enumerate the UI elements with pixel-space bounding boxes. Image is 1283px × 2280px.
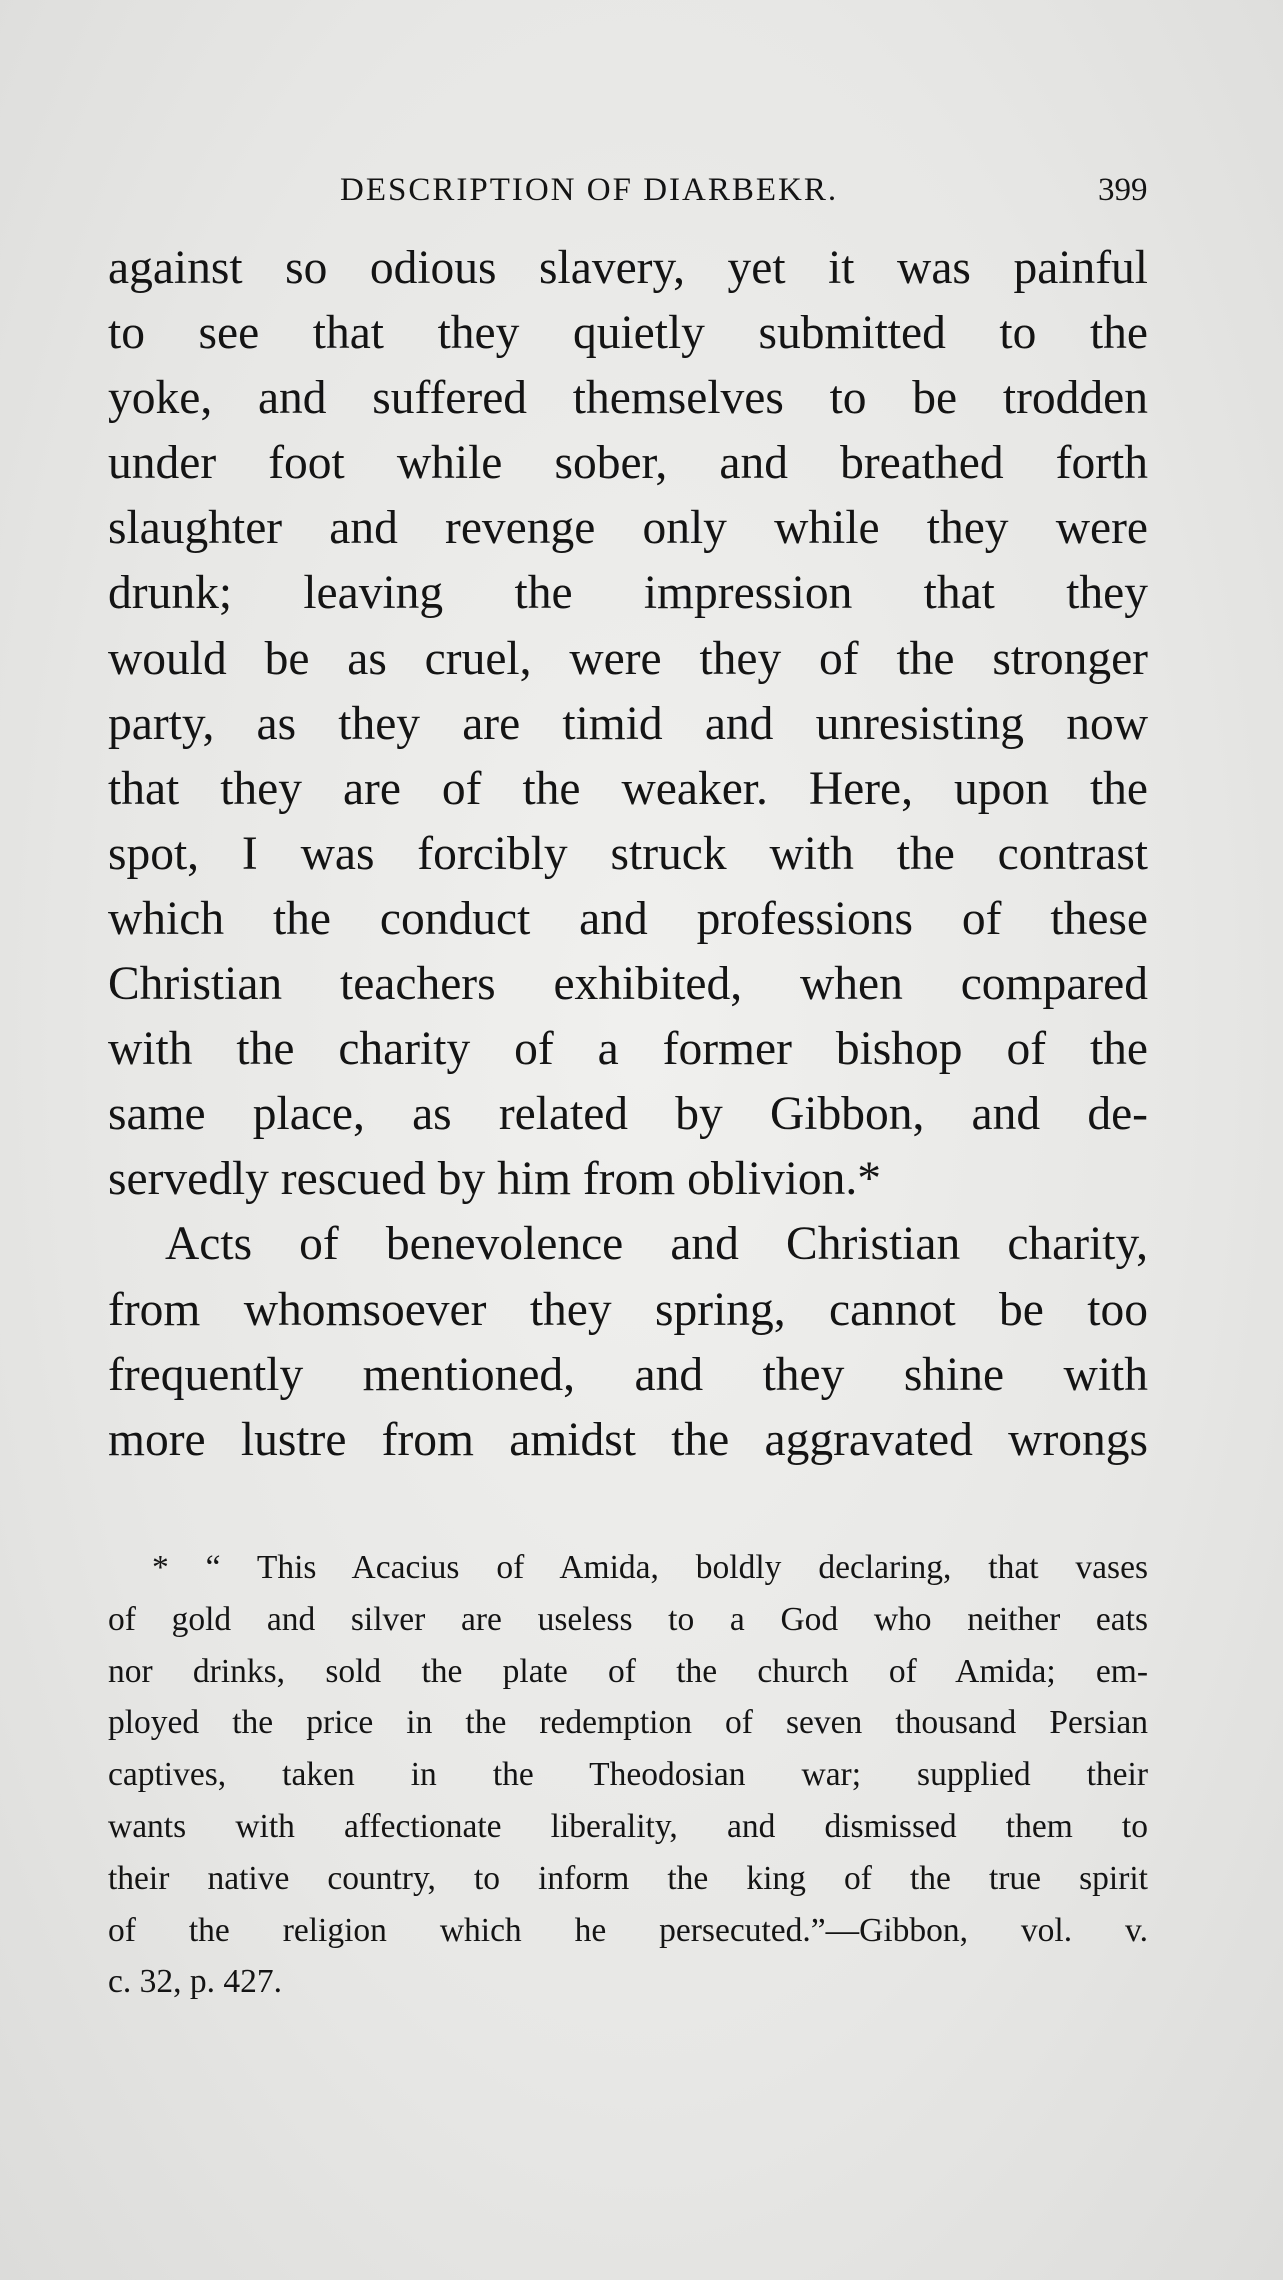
page-number: 399 — [1098, 172, 1148, 208]
footnote-line: ployed the price in the redemption of seven thousand Persian — [108, 1704, 1148, 1742]
paragraph-end-line: servedly rescued by him from oblivion.* — [108, 1153, 882, 1206]
body-line: to see that they quietly submitted to the — [108, 307, 1148, 360]
body-line: slaughter and revenge only while they were — [108, 502, 1148, 555]
body-line: against so odious slavery, yet it was painful — [108, 242, 1148, 294]
body-line: that they are of the weaker. Here, upon the — [108, 762, 1148, 815]
body-line: party, as they are timid and unresisting now — [108, 697, 1148, 750]
footnote-line: captives, taken in the Theodosian war; supplied their — [108, 1756, 1148, 1794]
body-line: from whomsoever they spring, cannot be too — [108, 1283, 1148, 1336]
footnote-line: c. 32, p. 427. — [108, 1963, 282, 2001]
body-line: frequently mentioned, and they shine with — [108, 1348, 1148, 1401]
body-line: Christian teachers exhibited, when compared — [108, 958, 1148, 1011]
footnote-line: of gold and silver are useless to a God who neither eats — [108, 1600, 1148, 1638]
body-line: would be as cruel, were they of the stronger — [108, 632, 1148, 685]
footnote-line: wants with affectionate liberality, and dismissed them to — [108, 1807, 1148, 1845]
body-line: under foot while sober, and breathed forth — [108, 437, 1148, 490]
body-line: with the charity of a former bishop of the — [108, 1023, 1148, 1076]
footnote-line: their native country, to inform the king of the true spirit — [108, 1859, 1148, 1897]
body-line: more lustre from amidst the aggravated wrongs — [108, 1413, 1148, 1466]
body-line: drunk; leaving the impression that they — [108, 567, 1148, 620]
body-text — [108, 236, 1148, 1473]
running-title: DESCRIPTION OF DIARBEKR. — [340, 172, 839, 208]
footnote-line: of the religion which he persecuted.”—Gibbon, vol. v. — [108, 1911, 1148, 1949]
footnote-line: nor drinks, sold the plate of the church of Amida; em- — [108, 1652, 1148, 1690]
running-head — [0, 170, 1283, 210]
footnote-line: * “ This Acacius of Amida, boldly declaring, that vases — [152, 1549, 1148, 1586]
body-line: which the conduct and professions of these — [108, 892, 1148, 945]
footnote — [108, 1542, 1148, 2008]
body-line: yoke, and suffered themselves to be trodden — [108, 372, 1148, 425]
paragraph-start-line: Acts of benevolence and Christian charity, — [165, 1218, 1148, 1271]
body-line: same place, as related by Gibbon, and de- — [108, 1088, 1148, 1141]
body-line: spot, I was forcibly struck with the contrast — [108, 827, 1148, 880]
